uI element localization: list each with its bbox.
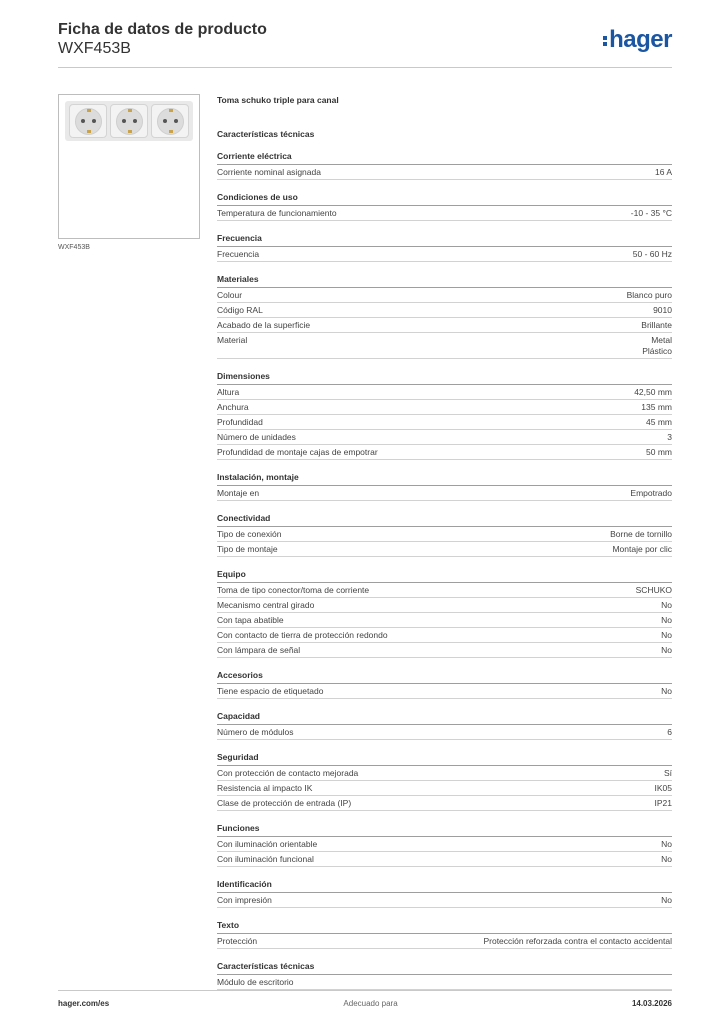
spec-row [217, 837, 672, 852]
spec-value: 42,50 mm [634, 387, 672, 397]
section-title: Capacidad [217, 711, 672, 725]
page-header [58, 20, 672, 68]
spec-label: Número de módulos [217, 727, 294, 737]
spec-row [217, 893, 672, 908]
spec-value: 50 mm [646, 447, 672, 457]
spec-value: No [661, 600, 672, 610]
spec-row [217, 628, 672, 643]
spec-section [217, 371, 672, 460]
spec-value: No [661, 630, 672, 640]
footer-website[interactable]: hager.com/es [58, 999, 110, 1008]
spec-row [217, 400, 672, 415]
product-code: WXF453B [58, 40, 131, 57]
spec-value: 3 [667, 432, 672, 442]
spec-row [217, 643, 672, 658]
spec-label: Con lámpara de señal [217, 645, 301, 655]
spec-value: 9010 [653, 305, 672, 315]
spec-row [217, 796, 672, 811]
spec-label: Profundidad [217, 417, 263, 427]
spec-label: Tipo de conexión [217, 529, 282, 539]
section-title: Materiales [217, 274, 672, 288]
spec-value: No [661, 615, 672, 625]
spec-value: -10 - 35 °C [630, 208, 672, 218]
section-title: Instalación, montaje [217, 472, 672, 486]
footer-date: 14.03.2026 [631, 999, 672, 1008]
spec-label: Corriente nominal asignada [217, 167, 321, 177]
spec-value: Blanco puro [626, 290, 672, 300]
spec-label: Tiene espacio de etiquetado [217, 686, 324, 696]
section-title: Identificación [217, 879, 672, 893]
spec-value: No [661, 645, 672, 655]
spec-row [217, 247, 672, 262]
socket-icon [110, 104, 148, 138]
spec-value: Empotrado [630, 488, 672, 498]
spec-row [217, 598, 672, 613]
spec-row [217, 975, 672, 990]
spec-value: No [661, 854, 672, 864]
socket-strip-icon [65, 101, 193, 141]
spec-value: 45 mm [646, 417, 672, 427]
spec-row [217, 486, 672, 501]
spec-label: Número de unidades [217, 432, 296, 442]
section-title: Texto [217, 920, 672, 934]
spec-value: 135 mm [641, 402, 672, 412]
spec-row [217, 766, 672, 781]
spec-value: Metal Plástico [642, 335, 672, 356]
image-caption: WXF453B [58, 244, 90, 251]
hager-logo [603, 26, 672, 54]
spec-label: Temperatura de funcionamiento [217, 208, 337, 218]
section-title: Equipo [217, 569, 672, 583]
section-title: Accesorios [217, 670, 672, 684]
spec-label: Con protección de contacto mejorada [217, 768, 359, 778]
spec-row [217, 445, 672, 460]
spec-label: Montaje en [217, 488, 260, 498]
section-title: Frecuencia [217, 233, 672, 247]
page-footer [58, 990, 672, 1008]
spec-section [217, 513, 672, 557]
spec-row [217, 725, 672, 740]
spec-label: Con iluminación funcional [217, 854, 314, 864]
section-title: Características técnicas [217, 961, 672, 975]
spec-row [217, 165, 672, 180]
main-heading: Características técnicas [217, 129, 315, 139]
spec-label: Tipo de montaje [217, 544, 278, 554]
spec-row [217, 318, 672, 333]
spec-row [217, 613, 672, 628]
spec-label: Código RAL [217, 305, 263, 315]
spec-content [217, 94, 672, 990]
spec-section [217, 192, 672, 221]
spec-label: Frecuencia [217, 249, 260, 259]
spec-value: SCHUKO [635, 585, 672, 595]
spec-label: Con contacto de tierra de protección redondo [217, 630, 388, 640]
spec-label: Toma de tipo conector/toma de corriente [217, 585, 370, 595]
spec-section [217, 752, 672, 811]
spec-value: 50 - 60 Hz [632, 249, 672, 259]
socket-icon [151, 104, 189, 138]
spec-label: Protección [217, 936, 258, 946]
spec-value: No [661, 895, 672, 905]
spec-label: Material [217, 335, 248, 345]
logo-text: hager [609, 26, 672, 53]
spec-row [217, 781, 672, 796]
logo-dots-icon [603, 34, 608, 48]
section-title: Conectividad [217, 513, 672, 527]
spec-row [217, 333, 672, 359]
spec-label: Con iluminación orientable [217, 839, 318, 849]
spec-label: Módulo de escritorio [217, 977, 294, 987]
spec-label: Colour [217, 290, 243, 300]
spec-row [217, 385, 672, 400]
section-title: Funciones [217, 823, 672, 837]
socket-icon [69, 104, 107, 138]
spec-label: Mecanismo central girado [217, 600, 315, 610]
spec-value: Montaje por clic [612, 544, 672, 554]
spec-value: IK05 [654, 783, 672, 793]
spec-label: Acabado de la superficie [217, 320, 311, 330]
spec-row [217, 542, 672, 557]
spec-section [217, 151, 672, 180]
spec-row [217, 303, 672, 318]
spec-section [217, 274, 672, 359]
page-title: Ficha de datos de producto [58, 21, 267, 38]
spec-value: No [661, 686, 672, 696]
spec-value: Sí [663, 768, 672, 778]
section-title: Seguridad [217, 752, 672, 766]
section-title: Dimensiones [217, 371, 672, 385]
product-name: Toma schuko triple para canal [217, 95, 339, 105]
spec-value: Brillante [641, 320, 672, 330]
spec-value: IP21 [654, 798, 672, 808]
section-title: Condiciones de uso [217, 192, 672, 206]
spec-label: Con impresión [217, 895, 272, 905]
spec-section [217, 920, 672, 949]
spec-section [217, 233, 672, 262]
spec-row [217, 415, 672, 430]
spec-section [217, 879, 672, 908]
spec-row [217, 206, 672, 221]
spec-row [217, 934, 672, 949]
spec-label: Resistencia al impacto IK [217, 783, 313, 793]
spec-row [217, 684, 672, 699]
spec-label: Anchura [217, 402, 249, 412]
spec-label: Clase de protección de entrada (IP) [217, 798, 352, 808]
spec-section [217, 472, 672, 501]
product-image [58, 94, 200, 239]
footer-suitable-for: Adecuado para [343, 999, 398, 1008]
section-title: Corriente eléctrica [217, 151, 672, 165]
spec-section [217, 711, 672, 740]
spec-section [217, 670, 672, 699]
spec-value: Borne de tornillo [610, 529, 672, 539]
spec-label: Con tapa abatible [217, 615, 284, 625]
spec-row [217, 583, 672, 598]
spec-section [217, 569, 672, 658]
spec-value: No [661, 839, 672, 849]
spec-section [217, 961, 672, 990]
spec-row [217, 430, 672, 445]
spec-row [217, 288, 672, 303]
spec-sections [217, 151, 672, 990]
spec-section [217, 823, 672, 867]
spec-value: 6 [667, 727, 672, 737]
spec-value: 16 A [654, 167, 672, 177]
spec-label: Altura [217, 387, 240, 397]
spec-row [217, 527, 672, 542]
spec-row [217, 852, 672, 867]
spec-label: Profundidad de montaje cajas de empotrar [217, 447, 378, 457]
spec-value: Protección reforzada contra el contacto accidental [483, 936, 672, 946]
